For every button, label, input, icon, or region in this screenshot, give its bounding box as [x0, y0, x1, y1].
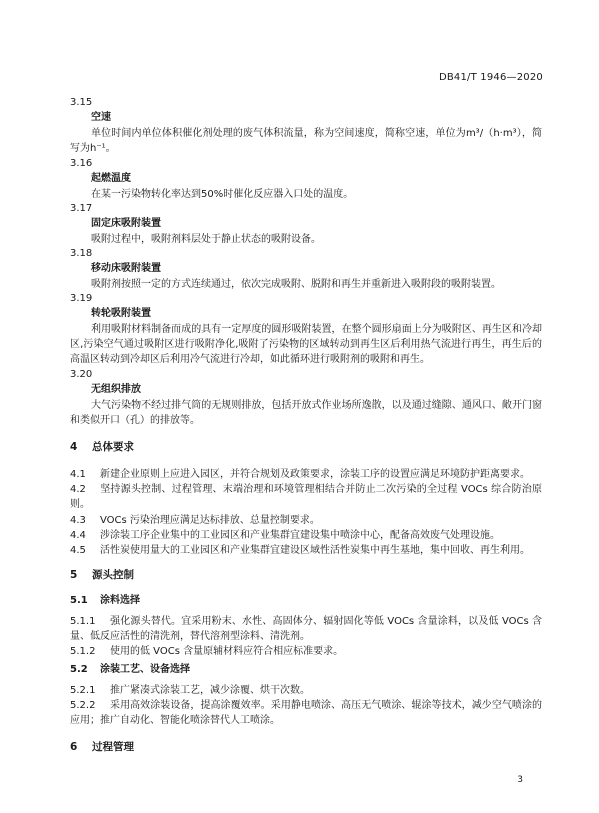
item-number: 4.4	[70, 530, 86, 541]
item-text: 使用的低 VOCs 含量原辅材料应符合相应标准要求。	[110, 646, 344, 657]
list-item	[70, 614, 542, 644]
term-number: 3.17	[70, 203, 93, 214]
term-number: 3.18	[70, 248, 93, 259]
item-text: 活性炭使用量大的工业园区和产业集群宜建设区域性活性炭集中再生基地，集中回收、再生利用。	[100, 545, 530, 556]
item-text: VOCs 污染治理应满足达标排放、总量控制要求。	[100, 515, 320, 526]
term-number: 3.20	[70, 369, 93, 380]
item-number: 5.2.1	[70, 685, 96, 696]
list-item	[70, 467, 542, 482]
item-number: 4.5	[70, 545, 86, 556]
subsection-heading	[70, 594, 140, 608]
term-title: 起燃温度	[91, 173, 131, 184]
item-text: 推广紧凑式涂装工艺，减少涂覆、烘干次数。	[110, 685, 310, 696]
section-heading	[70, 740, 134, 754]
item-number: 5.1.2	[70, 646, 96, 657]
item-text: 坚持源头控制、过程管理、末端治理和环境管理相结合并防止二次污染的全过程 VOCs 综合防治原则。	[70, 484, 542, 510]
item-number: 5.2.2	[70, 700, 96, 711]
subsection-number: 5.1	[70, 595, 88, 606]
term-number: 3.16	[70, 158, 93, 169]
page-number: 3	[517, 775, 523, 785]
term-title: 固定床吸附装置	[91, 218, 161, 229]
term-title: 移动床吸附装置	[91, 263, 161, 274]
term-title: 空速	[91, 112, 111, 123]
subsection-title: 涂装工艺、设备选择	[100, 664, 190, 675]
list-item	[70, 644, 542, 659]
list-item	[70, 513, 542, 528]
section-title: 过程管理	[92, 741, 134, 753]
item-number: 4.3	[70, 515, 86, 526]
item-number: 4.1	[70, 469, 86, 480]
term-number: 3.15	[70, 97, 93, 108]
term-body: 大气污染物不经过排气筒的无规则排放，包括开放式作业场所逸散，以及通过缝隙、通风口、敞开门窗和类似开口（孔）的排放等。	[70, 400, 542, 426]
list-item	[70, 543, 542, 558]
list-item	[70, 683, 542, 698]
item-text: 新建企业原则上应进入园区，并符合规划及政策要求，涂装工序的设置应满足环境防护距离要求。	[100, 469, 530, 480]
term-title: 无组织排放	[91, 384, 141, 395]
subsection-title: 涂料选择	[100, 595, 140, 606]
item-text: 采用高效涂装设备，提高涂覆效率。采用静电喷涂、高压无气喷涂、辊涂等技术，减少空气喷涂的应用；推广自动化、智能化喷涂替代人工喷涂。	[70, 700, 542, 726]
subsection-number: 5.2	[70, 664, 88, 675]
list-item	[70, 528, 542, 543]
term-title: 转轮吸附装置	[91, 308, 151, 319]
section-title: 总体要求	[92, 441, 134, 453]
item-number: 5.1.1	[70, 616, 96, 627]
item-number: 4.2	[70, 484, 86, 495]
item-text: 强化源头替代。宜采用粉末、水性、高固体分、辐射固化等低 VOCs 含量涂料，以及低 VOCs 含量、低反应活性的清洗剂，替代溶剂型涂料、清洗剂。	[70, 616, 542, 642]
term-body: 利用吸附材料制备而成的具有一定厚度的圆形吸附装置，在整个圆形扇面上分为吸附区、再生区和冷却区,污染空气通过吸附区进行吸附净化,吸附了污染物的区域转动到再生区后利用热气流进行再生，再生后的高温区转动到冷却区后利用冷气流进行冷却，如此循环进行吸附剂的吸附和再生。	[70, 324, 542, 365]
item-text: 涉涂装工序企业集中的工业园区和产业集群宜建设集中喷涂中心，配备高效废气处理设施。	[100, 530, 500, 541]
term-body: 吸附剂按照一定的方式连续通过，依次完成吸附、脱附和再生并重新进入吸附段的吸附装置。	[91, 279, 501, 290]
section-number: 5	[70, 569, 78, 581]
subsection-heading	[70, 663, 190, 677]
section-heading	[70, 440, 134, 454]
list-item	[70, 482, 542, 512]
section-heading	[70, 568, 134, 582]
section-number: 4	[70, 441, 78, 453]
document-id: DB41/T 1946—2020	[438, 72, 543, 83]
term-body: 在某一污染物转化率达到50%时催化反应器入口处的温度。	[91, 189, 354, 200]
list-item	[70, 698, 542, 728]
term-body: 单位时间内单位体积催化剂处理的废气体积流量，称为空间速度，简称空速，单位为m³/（h·m³），简写为h⁻¹。	[70, 128, 542, 154]
section-title: 源头控制	[92, 569, 134, 581]
term-body: 吸附过程中，吸附剂料层处于静止状态的吸附设备。	[91, 234, 321, 245]
term-number: 3.19	[70, 293, 93, 304]
section-number: 6	[70, 741, 78, 753]
